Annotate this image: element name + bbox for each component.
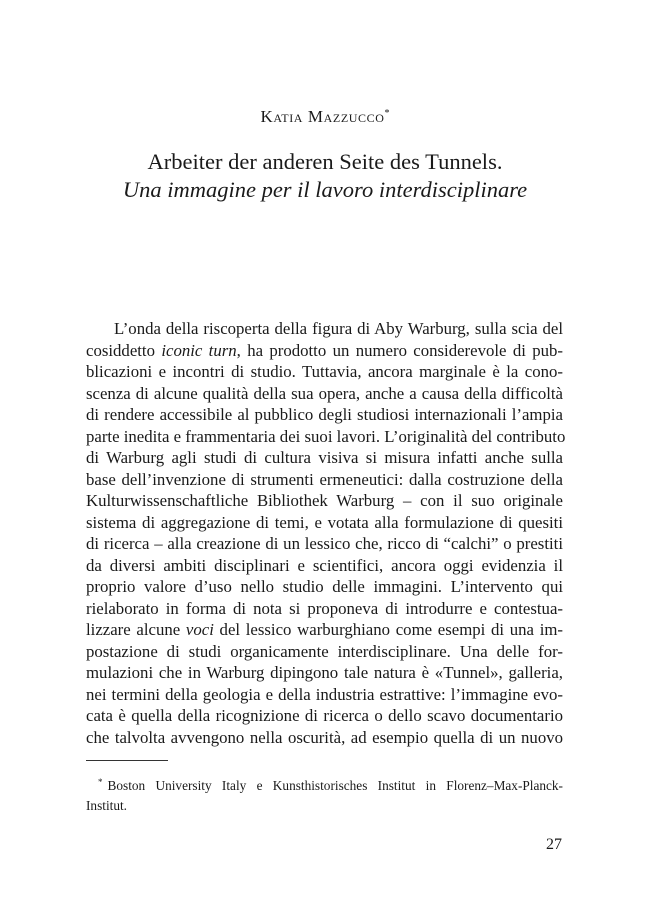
body-line: da diversi ambiti disciplinari e scientifici, ancora oggi evidenzia il: [86, 555, 563, 575]
italic-term: voci: [185, 620, 214, 639]
body-line: nei termini della geologia e della industria estrattive: l’immagine evo-: [86, 684, 563, 704]
footnote-mark: *: [98, 777, 103, 787]
author-name-text: Katia Mazzucco: [260, 107, 385, 126]
body-line: cata è quella della ricognizione di ricerca o dello scavo documentario: [86, 706, 563, 725]
body-line: mulazioni che in Warburg dipingono tale natura è «Tunnel», galleria,: [86, 663, 563, 682]
body-line: proprio valore d’uso nello studio delle immagini. L’intervento qui: [86, 577, 563, 596]
body-line: che talvolta avvengono nella oscurità, ad esempio quella di un nuovo: [86, 727, 563, 747]
body-line: lizzare alcune voci del lessico warburghiano come esempi di una im-: [86, 620, 564, 639]
body-line: di rendere accessibile al pubblico degli studiosi internazionali l’ampia: [86, 405, 563, 424]
body-line: cosiddetto iconic turn, ha prodotto un numero considerevole di pub-: [86, 340, 563, 360]
footnote-line-1: [86, 772, 563, 796]
body-line: scenza di alcune qualità della sua opera, anche a causa della difficoltà: [86, 383, 563, 403]
body-line: L’onda della riscoperta della figura di Aby Warburg, sulla scia del: [114, 319, 563, 338]
title-block: [0, 148, 650, 204]
body-line: rielaborato in forma di nota si proponeva di introdurre e contestua-: [86, 598, 563, 618]
author-name: [0, 107, 650, 127]
italic-term: iconic turn: [161, 340, 237, 360]
body-line: sistema di aggregazione di temi, e votata alla formulazione di quesiti: [86, 512, 563, 532]
body-line: Kulturwissenschaftliche Bibliothek Warburg – con il suo originale: [86, 491, 563, 510]
body-line: base dell’invenzione di strumenti ermeneutici: dalla costruzione della: [86, 469, 563, 489]
body-line: di ricerca – alla creazione di un lessico che, ricco di “calchi” o prestiti: [86, 534, 563, 553]
author-footnote-mark: *: [384, 108, 390, 119]
page-number: 27: [546, 836, 562, 853]
article-subtitle: Una immagine per il lavoro interdisciplinare: [122, 177, 528, 202]
footnote-line-2: Institut.: [86, 798, 128, 813]
body-line: di Warburg agli studi di cultura visiva si misura infatti anche sulla: [86, 448, 563, 467]
body-line: blicazioni e incontri di studio. Tuttavia, ancora marginale è la cono-: [86, 362, 563, 381]
footnote-text-1: Boston University Italy e Kunsthistorisches Institut in Florenz–Max-Planck-: [107, 778, 563, 793]
body-line: parte inedita e frammentaria dei suoi lavori. L’originalità del contributo: [86, 426, 566, 446]
article-title: Arbeiter der anderen Seite des Tunnels.: [147, 149, 503, 174]
body-paragraph: [86, 318, 566, 748]
footnote-rule: [86, 760, 168, 761]
body-line: postazione di studi organicamente interdisciplinare. Una delle for-: [86, 641, 563, 661]
footnote: [86, 772, 563, 816]
